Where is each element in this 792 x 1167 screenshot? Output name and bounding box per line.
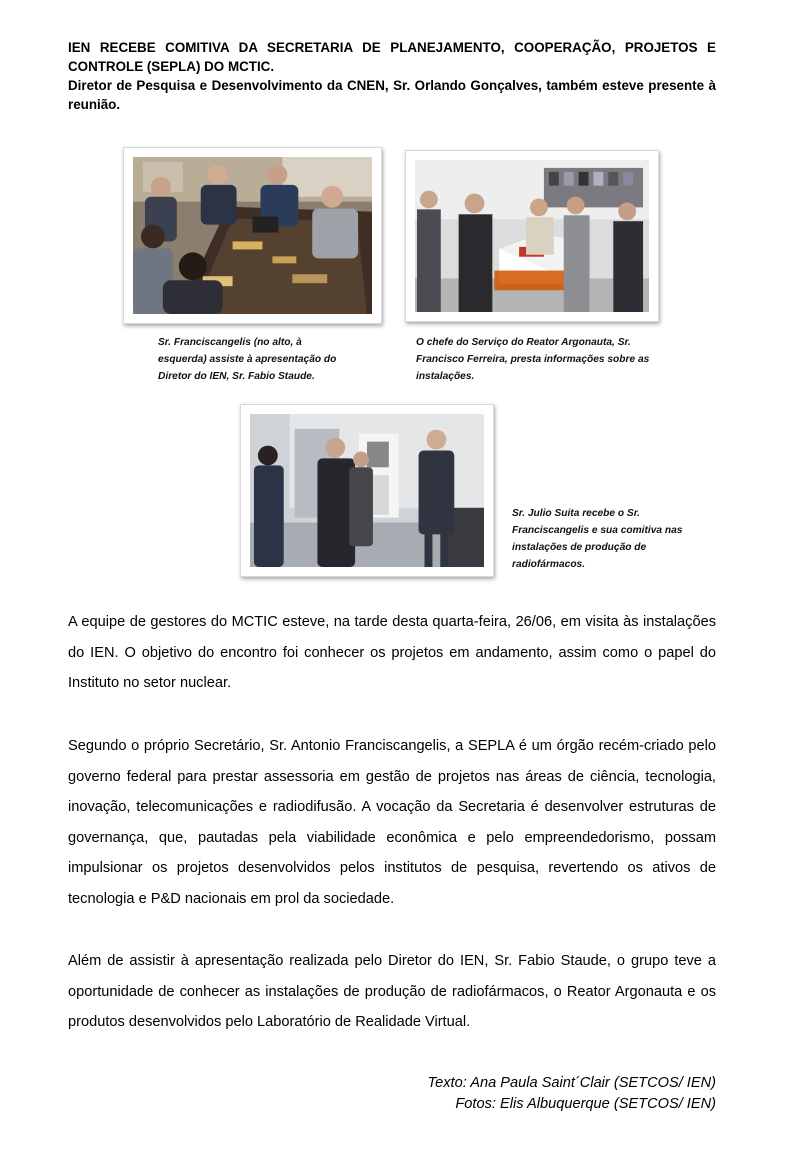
headline bbox=[68, 38, 716, 114]
meeting-image bbox=[133, 157, 372, 314]
reactor-image bbox=[415, 160, 649, 312]
photo-meeting bbox=[123, 147, 382, 324]
photo-reactor bbox=[405, 150, 659, 322]
article-body-2 bbox=[68, 731, 716, 914]
paragraph-2: Segundo o próprio Secretário, Sr. Antonio Franciscangelis, a SEPLA é um órgão recém-criado pelo governo federal para prestar assessoria em gestão de projetos nas áreas de ciência, tecnologia, inovação, telecomunicações e radiodifusão. A vocação da Secretaria é desenvolver estruturas de governança, que, pautadas pela viabilidade econômica e pelo empreendedorismo, possam impulsionar os projetos desenvolvidos pelos institutos de pesquisa, revertendo os ativos de tecnologia e P&D nacionais em prol da sociedade. bbox=[68, 738, 716, 907]
photo-credit: Fotos: Elis Albuquerque (SETCOS/ IEN) bbox=[455, 1096, 716, 1112]
caption-radiopharma: Sr. Julio Suita recebe o Sr. Franciscangelis e sua comitiva nas instalações de produção de radiofármacos. bbox=[512, 508, 683, 570]
photo-radiopharma bbox=[240, 404, 494, 577]
paragraph-3: Além de assistir à apresentação realizada pelo Diretor do IEN, Sr. Fabio Staude, o grupo teve a oportunidade de conhecer as instalações de produção de radiofármacos, o Reator Argonauta e os produtos desenvolvidos pelo Laboratório de Realidade Virtual. bbox=[68, 953, 716, 1030]
headline-title: IEN RECEBE COMITIVA DA SECRETARIA DE PLANEJAMENTO, COOPERAÇÃO, PROJETOS E CONTROLE (SEPLA) DO MCTIC. bbox=[68, 40, 716, 74]
caption-reactor: O chefe do Serviço do Reator Argonauta, Sr. Francisco Ferreira, presta informações sobre as instalações. bbox=[416, 337, 650, 382]
caption-meeting: Sr. Franciscangelis (no alto, à esquerda) assiste à apresentação do Diretor do IEN, Sr. Fabio Staude. bbox=[158, 337, 337, 382]
article-body bbox=[68, 607, 716, 699]
text-credit: Texto: Ana Paula Saint´Clair (SETCOS/ IEN) bbox=[427, 1075, 716, 1091]
credits bbox=[428, 1073, 716, 1115]
radiopharma-image bbox=[250, 414, 484, 567]
paragraph-1: A equipe de gestores do MCTIC esteve, na tarde desta quarta-feira, 26/06, em visita às instalações do IEN. O objetivo do encontro foi conhecer os projetos em andamento, assim como o papel do Instituto no setor nuclear. bbox=[68, 614, 716, 691]
article-body-3 bbox=[68, 946, 716, 1038]
headline-subtitle: Diretor de Pesquisa e Desenvolvimento da CNEN, Sr. Orlando Gonçalves, também esteve presente à reunião. bbox=[68, 78, 716, 112]
